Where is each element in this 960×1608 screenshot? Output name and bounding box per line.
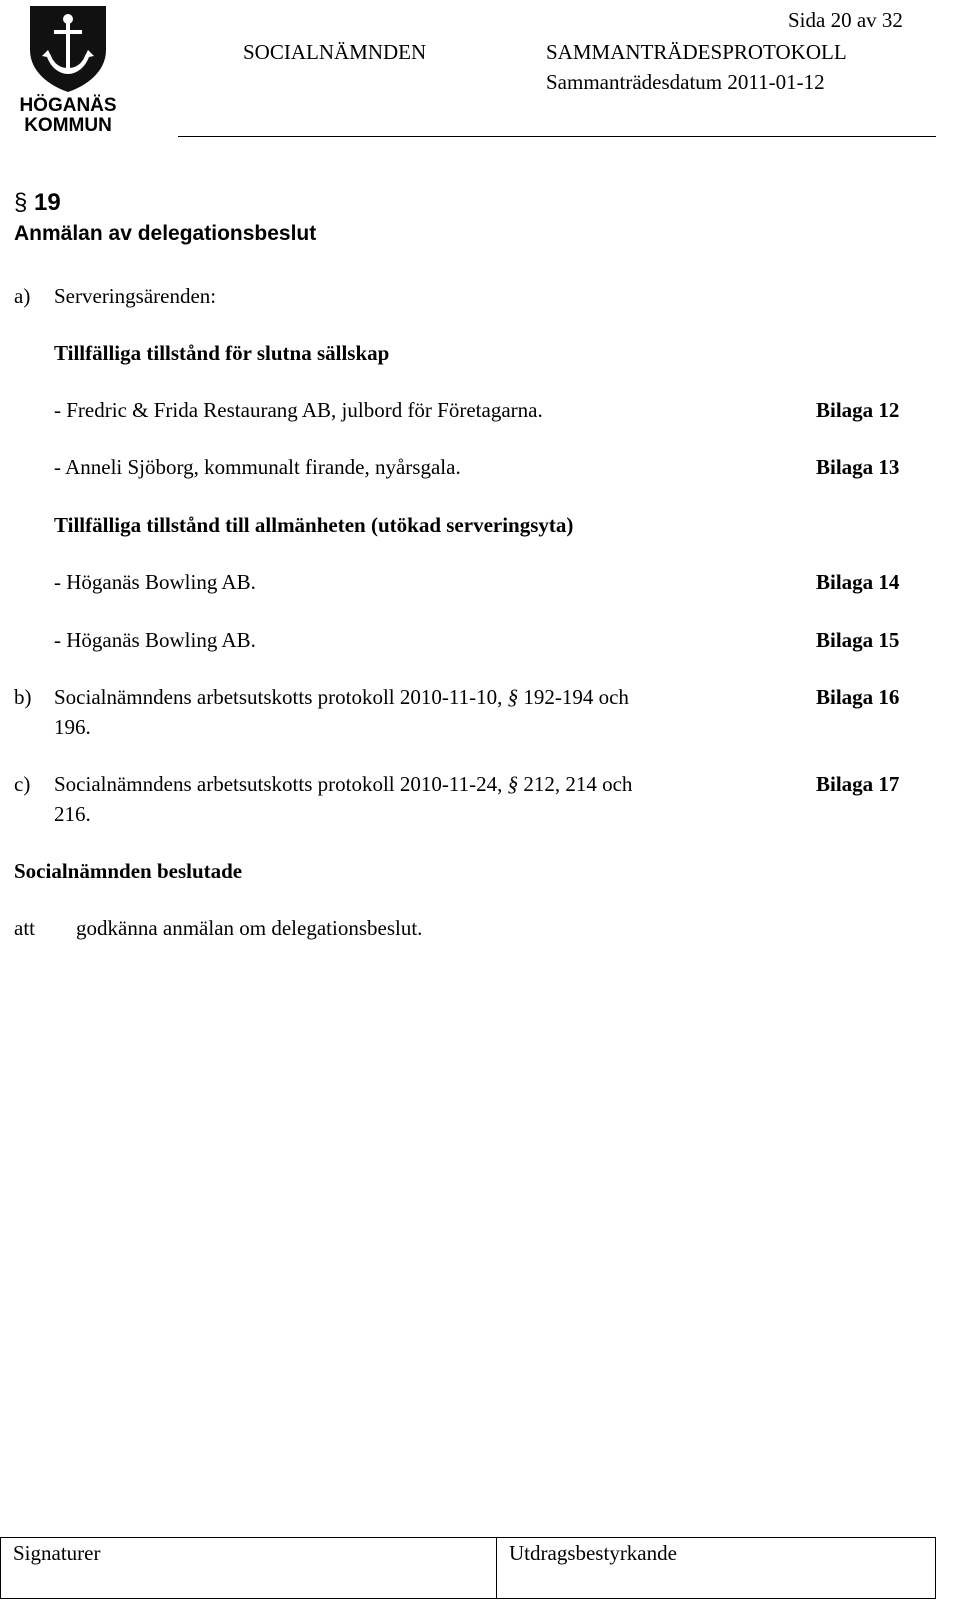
list-item: - Fredric & Frida Restaurang AB, julbord för Företagarna. [54,398,543,422]
signatures-label: Signaturer [13,1541,101,1565]
list-item: - Höganäs Bowling AB. [54,570,256,594]
certification-box [496,1537,936,1599]
list-item: - Anneli Sjöborg, kommunalt firande, nyårsgala. [54,455,461,479]
item-b-text-cont: 196. [54,715,91,739]
certification-label: Utdragsbestyrkande [509,1541,677,1565]
document-type: SAMMANTRÄDESPROTOKOLL [546,40,847,64]
attachment-ref: Bilaga 14 [816,570,900,594]
item-b-text: Socialnämndens arbetsutskotts protokoll 2010-11-10, § 192-194 och [54,685,629,709]
subheading-public: Tillfälliga tillstånd till allmänheten (utökad serveringsyta) [54,513,574,537]
attachment-ref: Bilaga 16 [816,685,900,709]
attachment-ref: Bilaga 17 [816,772,900,796]
signatures-box [0,1537,497,1599]
municipality-logo [16,2,120,138]
page-number: Sida 20 av 32 [788,8,903,32]
item-c-text: Socialnämndens arbetsutskotts protokoll 2010-11-24, § 212, 214 och [54,772,633,796]
meeting-date: Sammanträdesdatum 2011-01-12 [546,70,825,94]
section-symbol: § [14,189,28,216]
section-symbol: § [507,685,519,709]
item-a-marker: a) [14,284,31,308]
logo-line-1: HÖGANÄS [19,95,117,116]
attachment-ref: Bilaga 12 [816,398,900,422]
item-c-marker: c) [14,772,31,796]
decision-heading: Socialnämnden beslutade [14,859,243,883]
item-a-heading: Serveringsärenden: [54,284,217,308]
section-title: Anmälan av delegationsbeslut [14,222,317,245]
logo-line-2: KOMMUN [24,115,112,136]
committee-name: SOCIALNÄMNDEN [243,40,427,64]
item-c-text-cont: 216. [54,802,91,826]
attachment-ref: Bilaga 15 [816,628,900,652]
header-divider [178,136,936,137]
decision-text: godkänna anmälan om delegationsbeslut. [76,916,423,940]
section-number: § 19 [14,189,61,216]
decision-att: att [14,916,35,940]
list-item: - Höganäs Bowling AB. [54,628,256,652]
coat-of-arms-icon [16,2,120,92]
subheading-closed-parties: Tillfälliga tillstånd för slutna sällskap [54,341,390,365]
attachment-ref: Bilaga 13 [816,455,900,479]
item-b-marker: b) [14,685,32,709]
section-symbol: § [507,772,519,796]
